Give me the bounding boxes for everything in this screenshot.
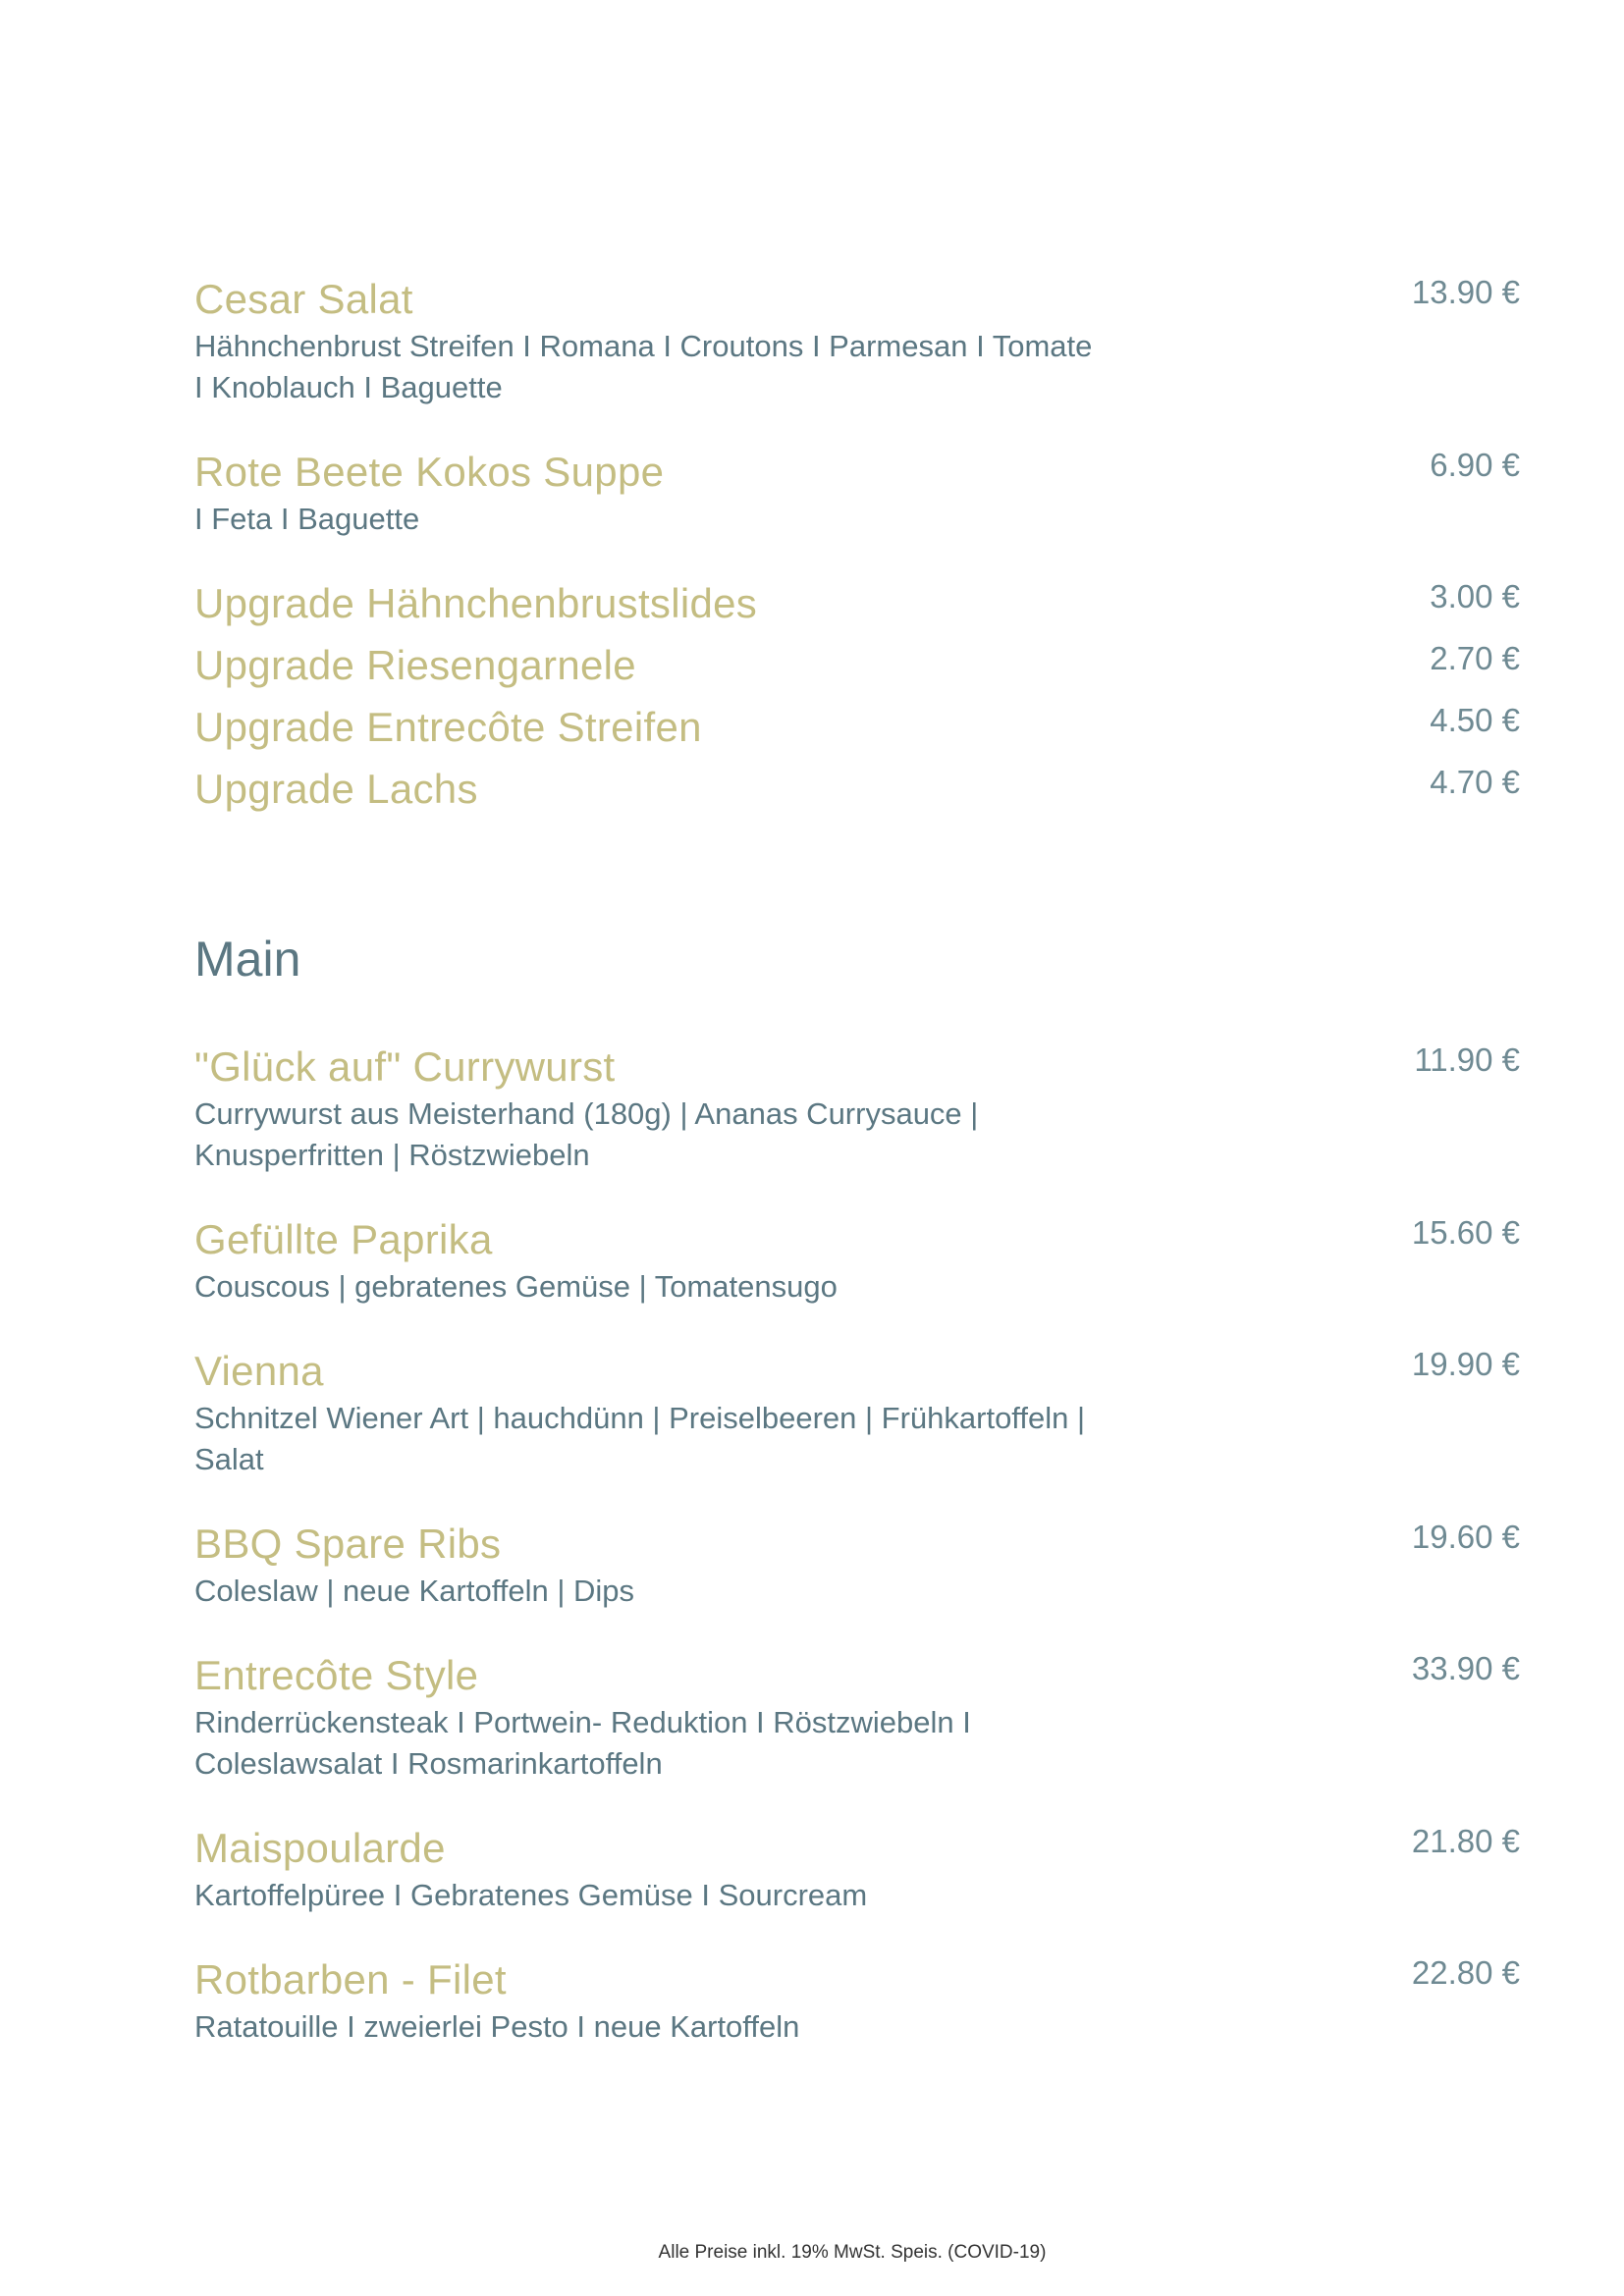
menu-item	[194, 579, 1520, 628]
menu-item	[194, 641, 1520, 690]
item-price: 4.50 €	[1430, 702, 1520, 738]
item-name: Entrecôte Style	[194, 1652, 479, 1698]
item-price: 21.80 €	[1411, 1823, 1520, 1859]
item-name: Maispoularde	[194, 1825, 446, 1871]
item-name: Upgrade Hähnchenbrustslides	[194, 580, 758, 626]
item-price: 22.80 €	[1411, 1954, 1520, 1991]
menu-item	[194, 703, 1520, 752]
menu-item	[194, 1651, 1520, 1785]
item-price: 2.70 €	[1430, 640, 1520, 676]
menu-item	[194, 1347, 1520, 1480]
menu-item	[194, 1042, 1520, 1176]
item-price: 33.90 €	[1411, 1650, 1520, 1686]
item-name: Rotbarben - Filet	[194, 1956, 507, 2002]
item-price: 11.90 €	[1414, 1041, 1520, 1078]
item-price: 19.90 €	[1411, 1346, 1520, 1382]
item-price: 3.00 €	[1430, 578, 1520, 614]
item-description: Ratatouille I zweierlei Pesto I neue Kartoffeln	[194, 2009, 800, 2044]
section-title: Main	[194, 932, 301, 987]
item-description: Hähnchenbrust Streifen I Romana I Croutons I Parmesan I Tomate I Knoblauch I Baguette	[194, 329, 1093, 404]
item-name: Cesar Salat	[194, 276, 413, 322]
menu-item	[194, 275, 1520, 408]
item-description: Couscous | gebratenes Gemüse | Tomatensugo	[194, 1269, 838, 1304]
item-name: Vienna	[194, 1348, 324, 1394]
item-price: 13.90 €	[1411, 274, 1520, 310]
item-name: Upgrade Entrecôte Streifen	[194, 704, 702, 750]
item-name: Upgrade Riesengarnele	[194, 642, 636, 688]
item-price: 6.90 €	[1430, 447, 1520, 483]
item-description: Coleslaw | neue Kartoffeln | Dips	[194, 1574, 635, 1608]
item-price: 15.60 €	[1411, 1214, 1520, 1251]
menu-item	[194, 1215, 1520, 1308]
item-description: Rinderrückensteak I Portwein- Reduktion I Röstzwiebeln I Coleslawsalat I Rosmarinkartoffeln	[194, 1705, 971, 1781]
menu-item	[194, 765, 1520, 814]
menu-item	[194, 1824, 1520, 1916]
item-description: Kartoffelpüree I Gebratenes Gemüse I Sourcream	[194, 1878, 868, 1912]
price-footnote: Alle Preise inkl. 19% MwSt. Speis. (COVID-19)	[658, 2242, 1047, 2263]
item-name: BBQ Spare Ribs	[194, 1521, 502, 1567]
item-description: Schnitzel Wiener Art | hauchdünn | Preiselbeeren | Frühkartoffeln | Salat	[194, 1401, 1086, 1476]
menu-item	[194, 448, 1520, 540]
item-price: 19.60 €	[1411, 1519, 1520, 1555]
item-name: Upgrade Lachs	[194, 766, 478, 812]
item-price: 4.70 €	[1430, 764, 1520, 800]
menu-item	[194, 1520, 1520, 1612]
menu-item	[194, 1955, 1520, 2048]
item-description: I Feta I Baguette	[194, 502, 420, 536]
item-name: Gefüllte Paprika	[194, 1216, 493, 1262]
item-name: Rote Beete Kokos Suppe	[194, 449, 665, 495]
item-description: Currywurst aus Meisterhand (180g) | Ananas Currysauce | Knusperfritten | Röstzwiebeln	[194, 1096, 979, 1172]
item-name: "Glück auf" Currywurst	[194, 1043, 616, 1090]
